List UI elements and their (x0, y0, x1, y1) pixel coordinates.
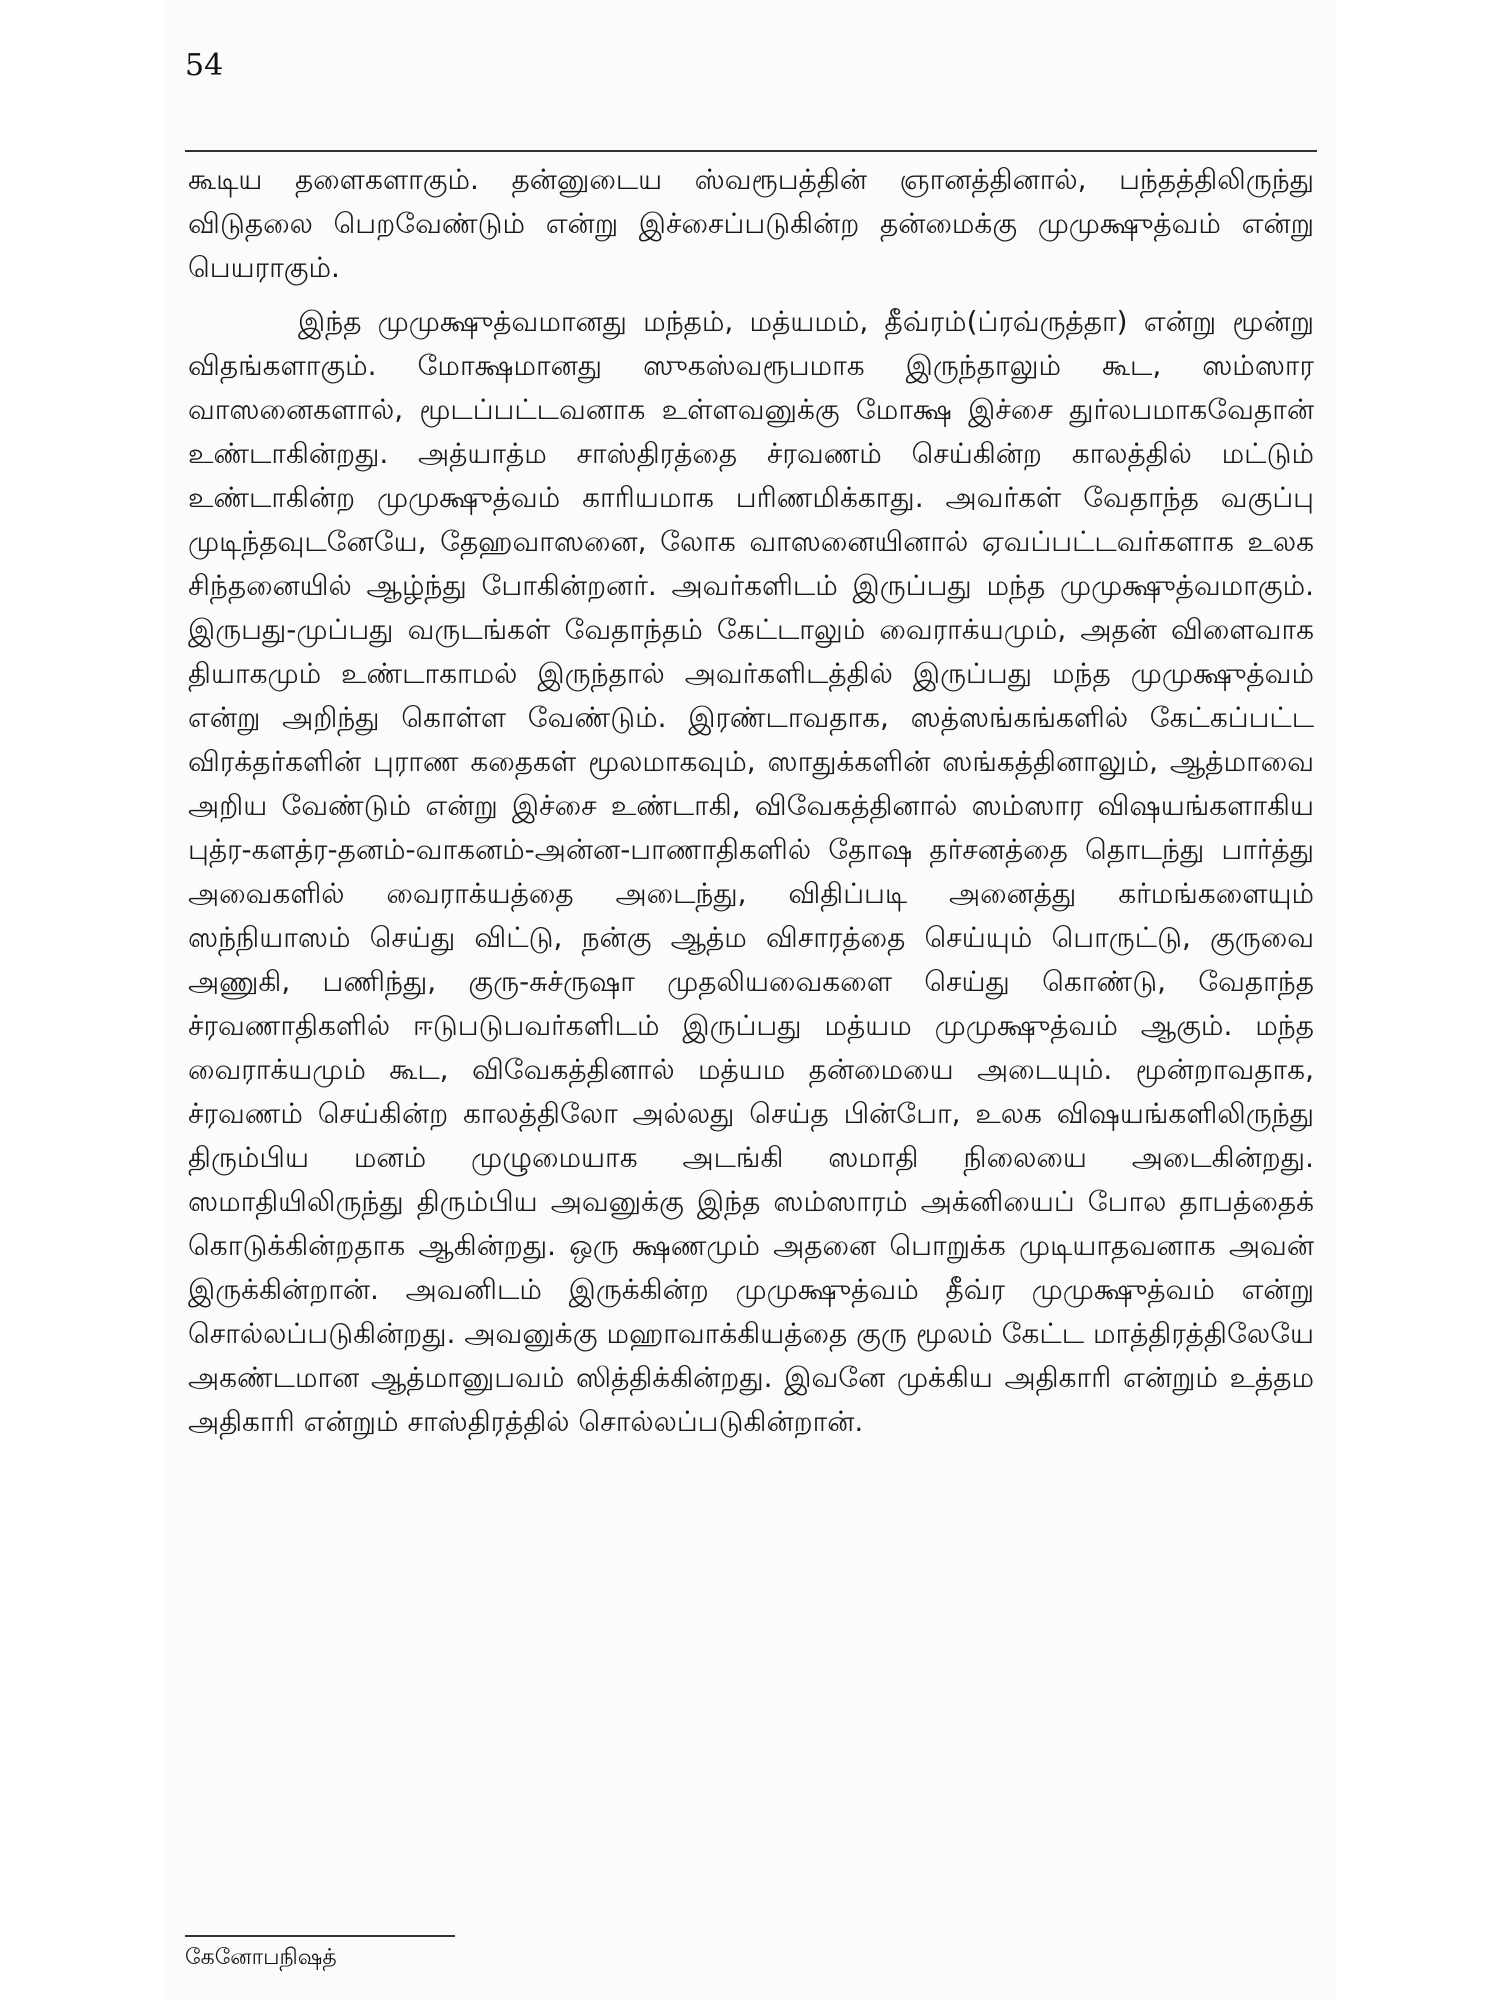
page-number: 54 (185, 48, 224, 83)
paragraph-2: இந்த முமுக்ஷுத்வமானது மந்தம், மத்யமம், தீவ்ரம்(ப்ரவ்ருத்தா) என்று மூன்று விதங்களாகும். மோக்ஷமானது ஸுகஸ்வரூபமாக இருந்தாலும் கூட, ஸம்ஸார வாஸனைகளால், மூடப்பட்டவனாக உள்ளவனுக்கு மோக்ஷ இச்சை துர்லபமாகவேதான் உண்டாகின்றது. அத்யாத்ம சாஸ்திரத்தை ச்ரவணம் செய்கின்ற காலத்தில் மட்டும் உண்டாகின்ற முமுக்ஷுத்வம் காரியமாக பரிணமிக்காது. அவர்கள் வேதாந்த வகுப்பு முடிந்தவுடனேயே, தேஹவாஸனை, லோக வாஸனையினால் ஏவப்பட்டவர்களாக உலக சிந்தனையில் ஆழ்ந்து போகின்றனர். அவர்களிடம் இருப்பது மந்த முமுக்ஷுத்வமாகும். இருபது-முப்பது வருடங்கள் வேதாந்தம் கேட்டாலும் வைராக்யமும், அதன் விளைவாக தியாகமும் உண்டாகாமல் இருந்தால் அவர்களிடத்தில் இருப்பது மந்த முமுக்ஷுத்வம் என்று அறிந்து கொள்ள வேண்டும். இரண்டாவதாக, ஸத்ஸங்கங்களில் கேட்கப்பட்ட விரக்தர்களின் புராண கதைகள் மூலமாகவும், ஸாதுக்களின் ஸங்கத்தினாலும், ஆத்மாவை அறிய வேண்டும் என்று இச்சை உண்டாகி, விவேகத்தினால் ஸம்ஸார விஷயங்களாகிய புத்ர-களத்ர-தனம்-வாகனம்-அன்ன-பாணாதிகளில் தோஷ தர்சனத்தை தொடந்து பார்த்து அவைகளில் வைராக்யத்தை அடைந்து, விதிப்படி அனைத்து கர்மங்களையும் ஸந்நியாஸம் செய்து விட்டு, நன்கு ஆத்ம விசாரத்தை செய்யும் பொருட்டு, குருவை அணுகி, பணிந்து, குரு-சுச்ருஷா முதலியவைகளை செய்து கொண்டு, வேதாந்த ச்ரவணாதிகளில் ஈடுபடுபவர்களிடம் இருப்பது மத்யம முமுக்ஷுத்வம் ஆகும். மந்த வைராக்யமும் கூட, விவேகத்தினால் மத்யம தன்மையை அடையும். மூன்றாவதாக, ச்ரவணம் செய்கின்ற காலத்திலோ அல்லது செய்த பின்போ, உலக விஷயங்களிலிருந்து திரும்பிய மனம் முழுமையாக அடங்கி ஸமாதி நிலையை அடைகின்றது. ஸமாதியிலிருந்து திரும்பிய அவனுக்கு இந்த ஸம்ஸாரம் அக்னியைப் போல தாபத்தைக் கொடுக்கின்றதாக ஆகின்றது. ஒரு க்ஷணமும் அதனை பொறுக்க முடியாதவனாக அவன் இருக்கின்றான். அவனிடம் இருக்கின்ற முமுக்ஷுத்வம் தீவ்ர முமுக்ஷுத்வம் என்று சொல்லப்படுகின்றது. அவனுக்கு மஹாவாக்கியத்தை குரு மூலம் கேட்ட மாத்திரத்திலேயே அகண்டமான ஆத்மானுபவம் ஸித்திக்கின்றது. இவனே முக்கிய அதிகாரி என்றும் உத்தம அதிகாரி என்றும் சாஸ்திரத்தில் சொல்லப்படுகின்றான். (188, 305, 1314, 1438)
footer-rule (185, 1935, 455, 1937)
paragraph-1: கூடிய தளைகளாகும். தன்னுடைய ஸ்வரூபத்தின் ஞானத்தினால், பந்தத்திலிருந்து விடுதலை பெறவேண்டும் என்று இச்சைப்படுகின்ற தன்மைக்கு முமுக்ஷுத்வம் என்று பெயராகும். (188, 163, 1314, 284)
header-rule (185, 150, 1317, 152)
footer-book-title: கேனோபநிஷத் (185, 1945, 337, 1970)
body-text (188, 158, 1314, 1444)
